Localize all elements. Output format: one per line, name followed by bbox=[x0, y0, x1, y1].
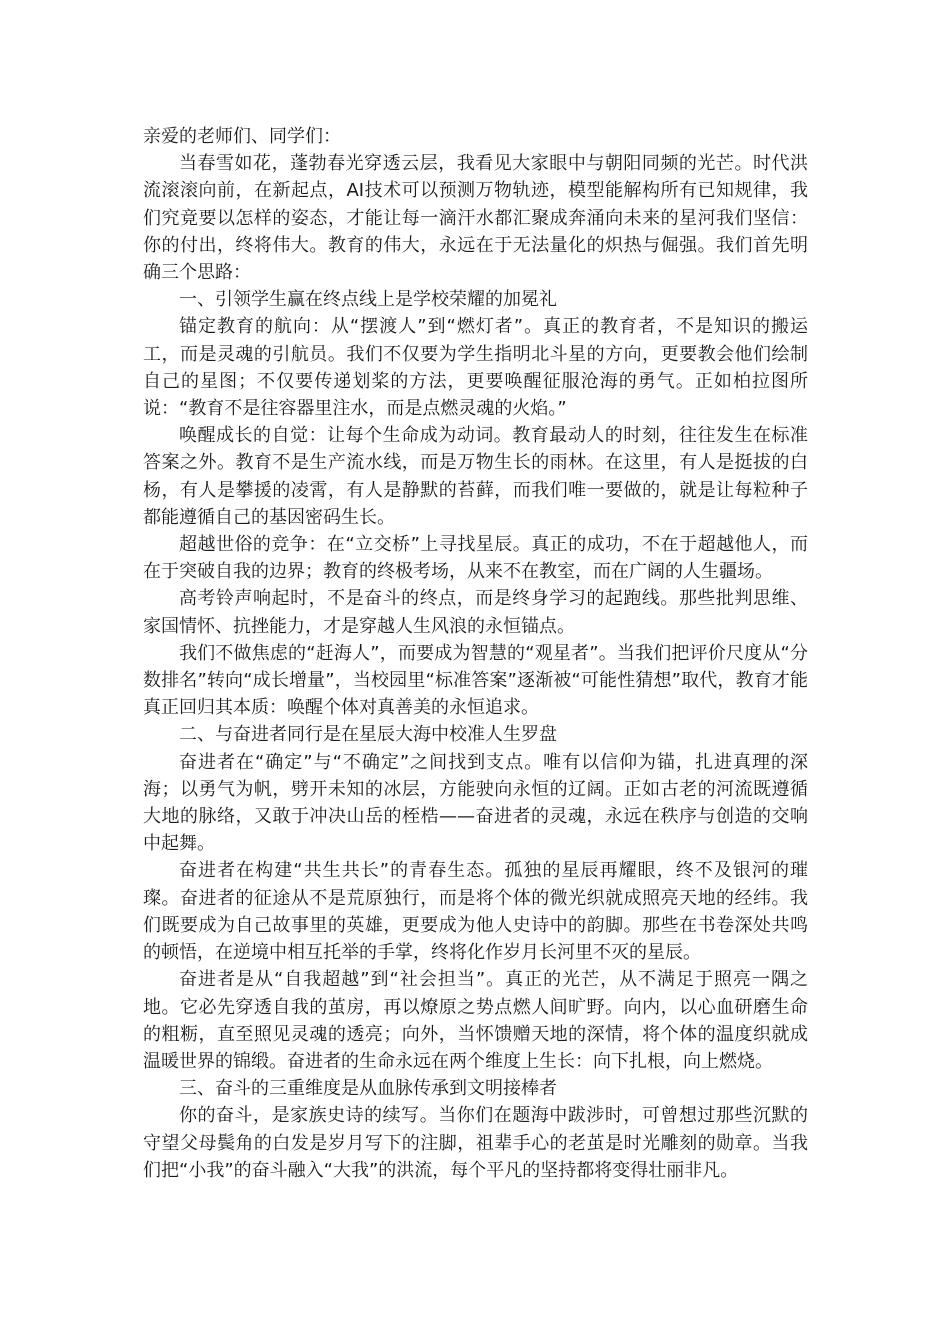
intro-paragraph: 当春雪如花，蓬勃春光穿透云层，我看见大家眼中与朝阳同频的光芒。时代洪流滚滚向前，在新起点，AI技术可以预测万物轨迹，模型能解构所有已知规律，我们究竟要以怎样的姿态，才能让每一滴汗水都汇聚成奔涌向未来的星河我们坚信：你的付出，终将伟大。教育的伟大，永远在于无法量化的炽热与倔强。我们首先明确三个思路： bbox=[143, 153, 808, 284]
body-paragraph: 你的奋斗，是家族史诗的续写。当你们在题海中跋涉时，可曾想过那些沉默的守望父母鬓角的白发是岁月写下的注脚，祖辈手心的老茧是时光雕刻的勋章。当我们把“小我”的奋斗融入“大我”的洪流，每个平凡的坚持都将变得壮丽非凡。 bbox=[143, 1105, 808, 1181]
body-paragraph: 超越世俗的竞争：在“立交桥”上寻找星辰。真正的成功，不在于超越他人，而在于突破自我的边界；教育的终极考场，从来不在教室，而在广阔的人生疆场。 bbox=[143, 534, 808, 583]
body-paragraph: 高考铃声响起时，不是奋斗的终点，而是终身学习的起跑线。那些批判思维、家国情怀、抗挫能力，才是穿越人生风浪的永恒锚点。 bbox=[143, 588, 808, 637]
document-page bbox=[143, 123, 808, 1184]
body-paragraph: 我们不做焦虑的“赶海人”，而要成为智慧的“观星者”。当我们把评价尺度从“分数排名”转向“成长增量”，当校园里“标准答案”逐渐被“可能性猜想”取代，教育才能真正回归其本质：唤醒个体对真善美的永恒追求。 bbox=[143, 642, 808, 719]
body-paragraph: 奋进者在构建“共生共长”的青春生态。孤独的星辰再耀眼，终不及银河的璀璨。奋进者的征途从不是荒原独行，而是将个体的微光织就成照亮天地的经纬。我们既要成为自己故事里的英雄，更要成为他人史诗中的韵脚。那些在书卷深处共鸣的顿悟，在逆境中相互托举的手掌，终将化作岁月长河里不灭的星辰。 bbox=[143, 860, 808, 964]
greeting: 亲爱的老师们、同学们： bbox=[143, 126, 341, 147]
section-heading-1: 一、引领学生赢在终点线上是学校荣耀的加冕礼 bbox=[179, 289, 557, 311]
section-heading-3: 三、奋斗的三重维度是从血脉传承到文明接棒者 bbox=[179, 1078, 557, 1100]
body-paragraph: 奋进者在“确定”与“不确定”之间找到支点。唯有以信仰为锚，扎进真理的深海；以勇气为帆，劈开未知的冰层，方能驶向永恒的辽阔。正如古老的河流既遵循大地的脉络，又敢于冲决山岳的桎梏——奋进者的灵魂，永远在秩序与创造的交响中起舞。 bbox=[143, 751, 808, 855]
body-paragraph: 奋进者是从“自我超越”到“社会担当”。真正的光芒，从不满足于照亮一隅之地。它必先穿透自我的茧房，再以燎原之势点燃人间旷野。向内，以心血研磨生命的粗粝，直至照见灵魂的透亮；向外，当怀馈赠天地的深情，将个体的温度织就成温暖世界的锦缎。奋进者的生命永远在两个维度上生长：向下扎根，向上燃烧。 bbox=[143, 969, 808, 1072]
body-paragraph: 唤醒成长的自觉：让每个生命成为动词。教育最动人的时刻，往往发生在标准答案之外。教育不是生产流水线，而是万物生长的雨林。在这里，有人是挺拔的白杨，有人是攀援的凌霄，有人是静默的苔藓，而我们唯一要做的，就是让每粒种子都能遵循自己的基因密码生长。 bbox=[143, 425, 808, 528]
body-paragraph: 锚定教育的航向：从“摆渡人”到“燃灯者”。真正的教育者，不是知识的搬运工，而是灵魂的引航员。我们不仅要为学生指明北斗星的方向，更要教会他们绘制自己的星图；不仅要传递划桨的方法，更要唤醒征服沧海的勇气。正如柏拉图所说：“教育不是往容器里注水，而是点燃灵魂的火焰。” bbox=[143, 316, 808, 420]
section-heading-2: 二、与奋进者同行是在星辰大海中校准人生罗盘 bbox=[179, 724, 557, 746]
